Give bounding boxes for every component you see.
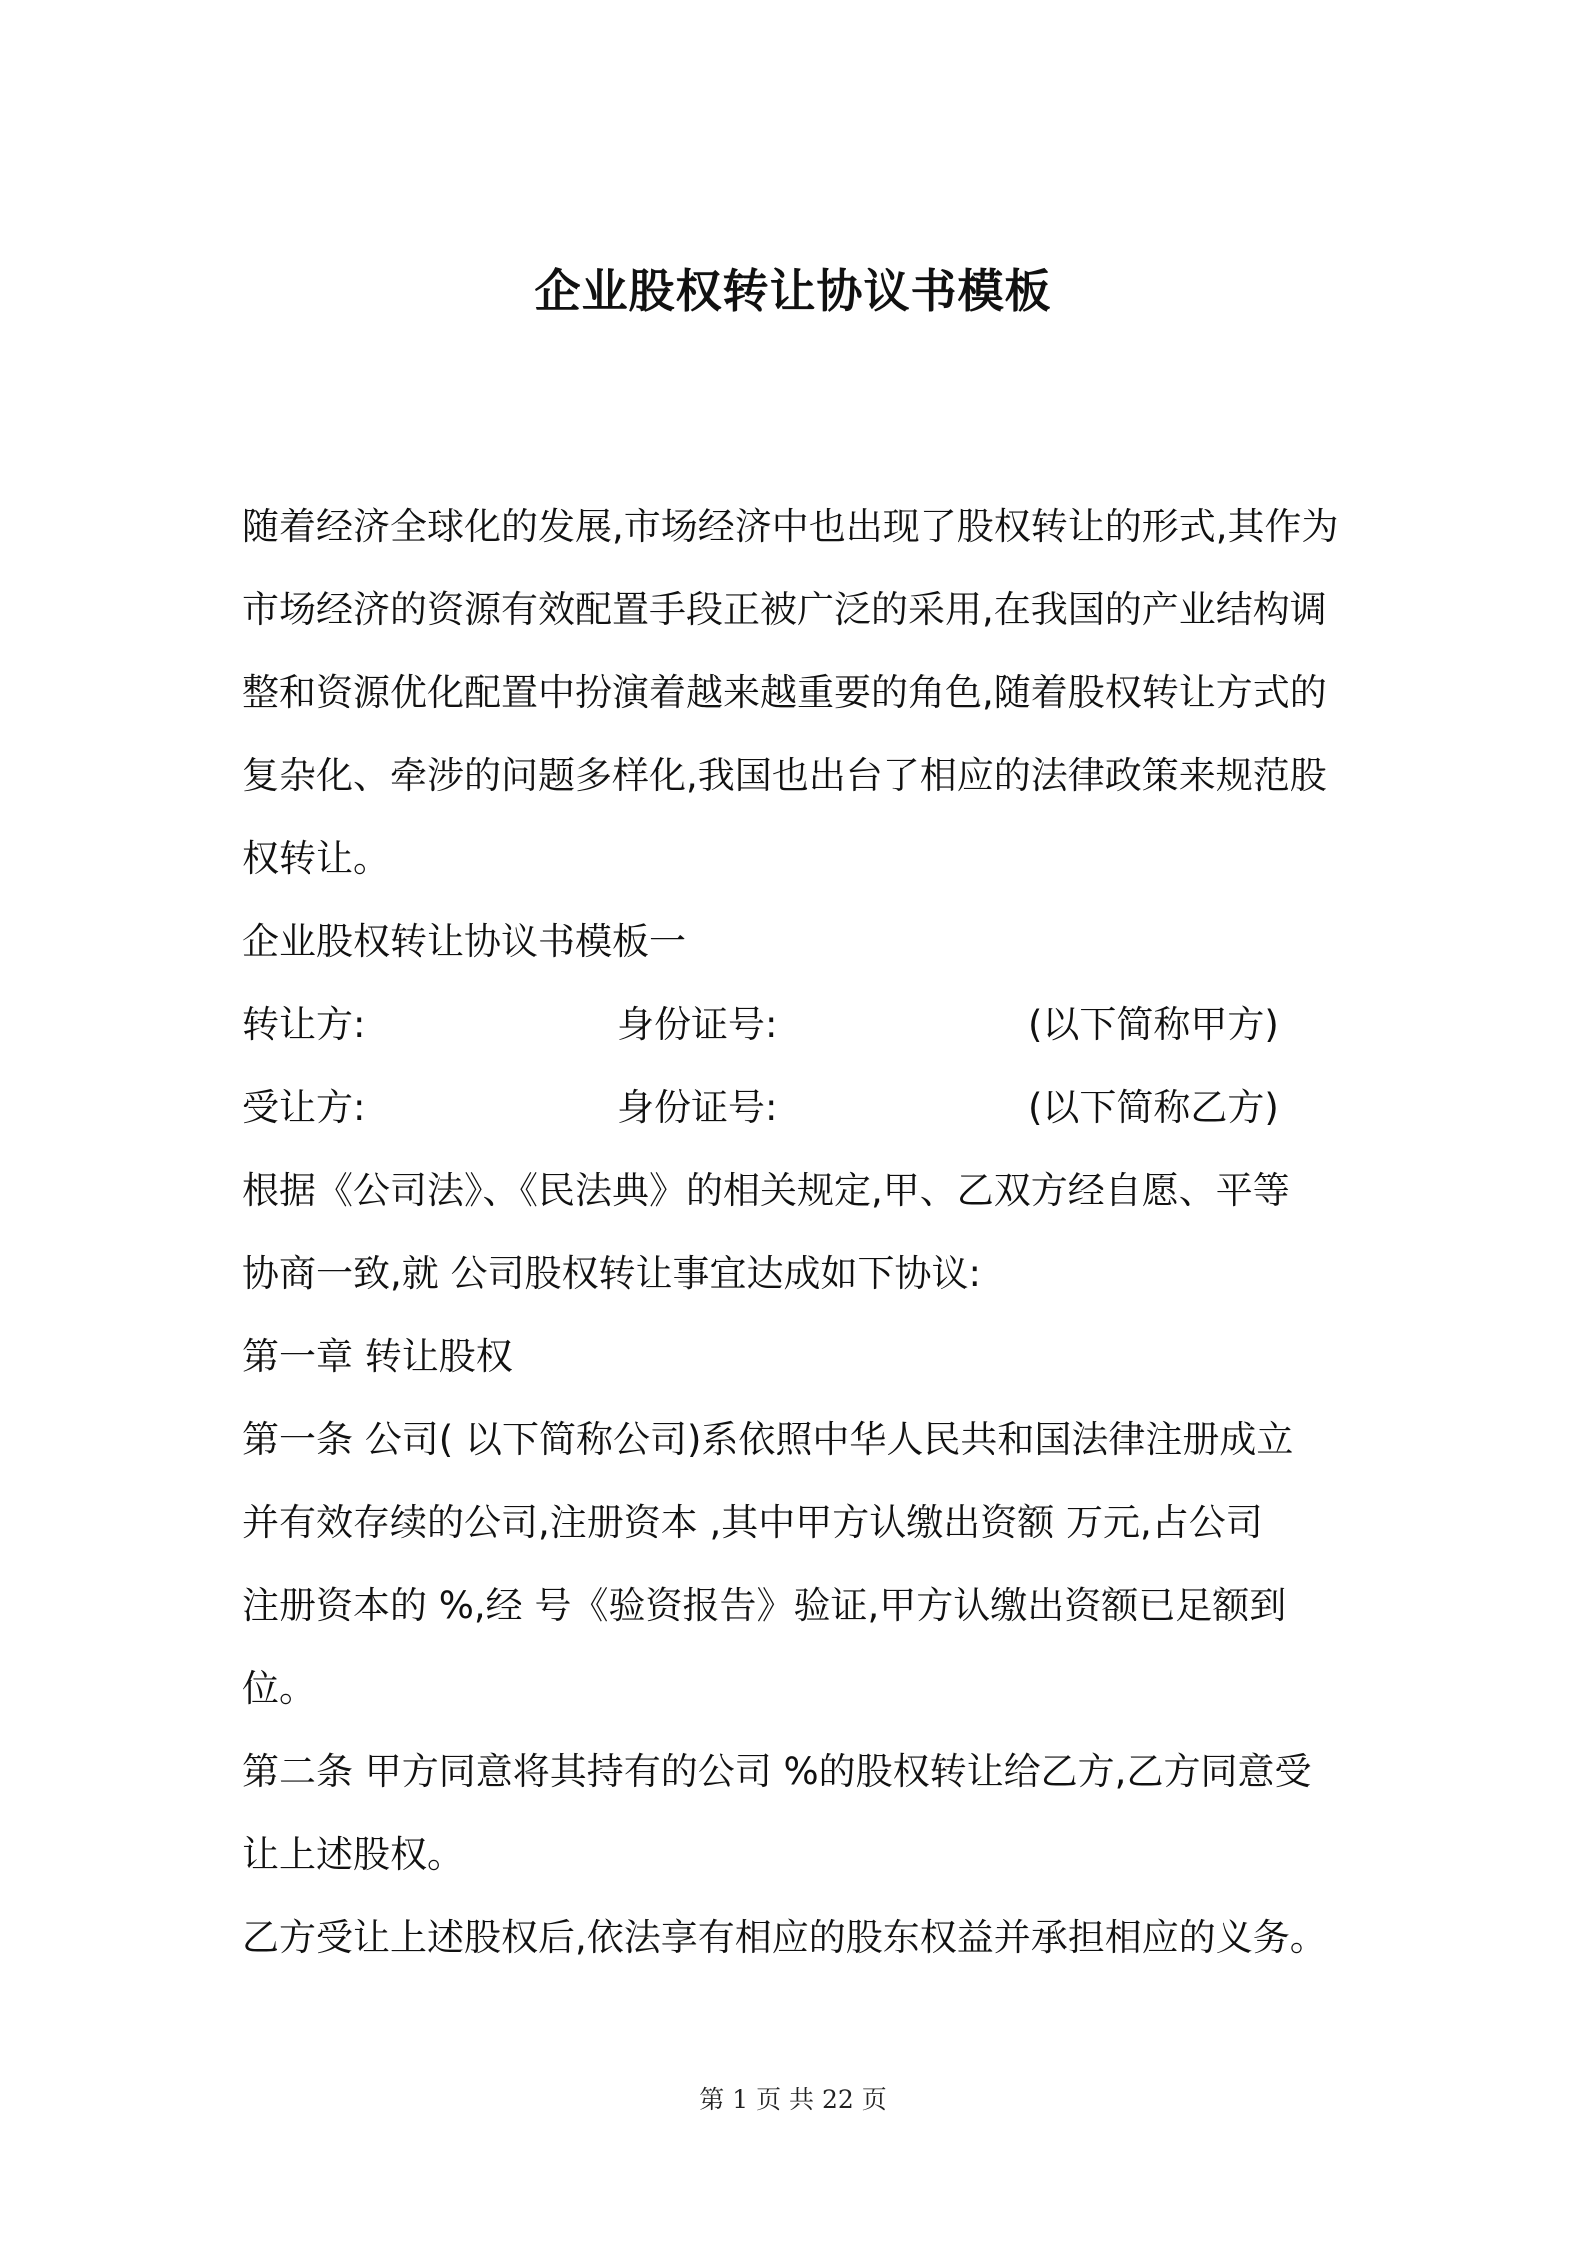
template-heading: 企业股权转让协议书模板一 bbox=[242, 920, 686, 963]
party-alias-label: (以下简称乙方) bbox=[1028, 1086, 1279, 1129]
article-1-line: 并有效存续的公司,注册资本 ,其中甲方认缴出资额 万元,占公司 bbox=[242, 1501, 1263, 1544]
preamble-line: 根据《公司法》、《民法典》的相关规定,甲、乙双方经自愿、平等 bbox=[242, 1169, 1290, 1212]
intro-line: 复杂化、牵涉的问题多样化,我国也出台了相应的法律政策来规范股 bbox=[242, 754, 1327, 797]
party-row-transferee bbox=[242, 1066, 1357, 1149]
intro-line: 市场经济的资源有效配置手段正被广泛的采用,在我国的产业结构调 bbox=[242, 588, 1327, 631]
article-2-line: 第二条 甲方同意将其持有的公司 %的股权转让给乙方,乙方同意受 bbox=[242, 1750, 1312, 1793]
closing-line: 乙方受让上述股权后,依法享有相应的股东权益并承担相应的义务。 bbox=[242, 1916, 1327, 1959]
party-id-label: 身份证号: bbox=[617, 1003, 778, 1046]
intro-line: 随着经济全球化的发展,市场经济中也出现了股权转让的形式,其作为 bbox=[242, 505, 1339, 548]
preamble-line: 协商一致,就 公司股权转让事宜达成如下协议: bbox=[242, 1252, 981, 1295]
document-title: 企业股权转让协议书模板 bbox=[534, 264, 1052, 318]
party-alias-label: (以下简称甲方) bbox=[1028, 1003, 1279, 1046]
article-1-line: 注册资本的 %,经 号《验资报告》验证,甲方认缴出资额已足额到 bbox=[242, 1584, 1287, 1627]
party-id-label: 身份证号: bbox=[617, 1086, 778, 1129]
intro-line: 权转让。 bbox=[242, 837, 390, 880]
party-role-label: 转让方: bbox=[242, 1003, 366, 1046]
party-role-label: 受让方: bbox=[242, 1086, 366, 1129]
article-1-line: 位。 bbox=[242, 1667, 316, 1710]
party-row-transferor bbox=[242, 983, 1357, 1066]
page-number-footer: 第 1 页 共 22 页 bbox=[699, 2085, 887, 2114]
article-2-line: 让上述股权。 bbox=[242, 1833, 464, 1876]
article-1-line: 第一条 公司( 以下简称公司)系依照中华人民共和国法律注册成立 bbox=[242, 1418, 1294, 1461]
document-body bbox=[242, 485, 1357, 1979]
intro-line: 整和资源优化配置中扮演着越来越重要的角色,随着股权转让方式的 bbox=[242, 671, 1327, 714]
chapter-heading: 第一章 转让股权 bbox=[242, 1335, 513, 1378]
